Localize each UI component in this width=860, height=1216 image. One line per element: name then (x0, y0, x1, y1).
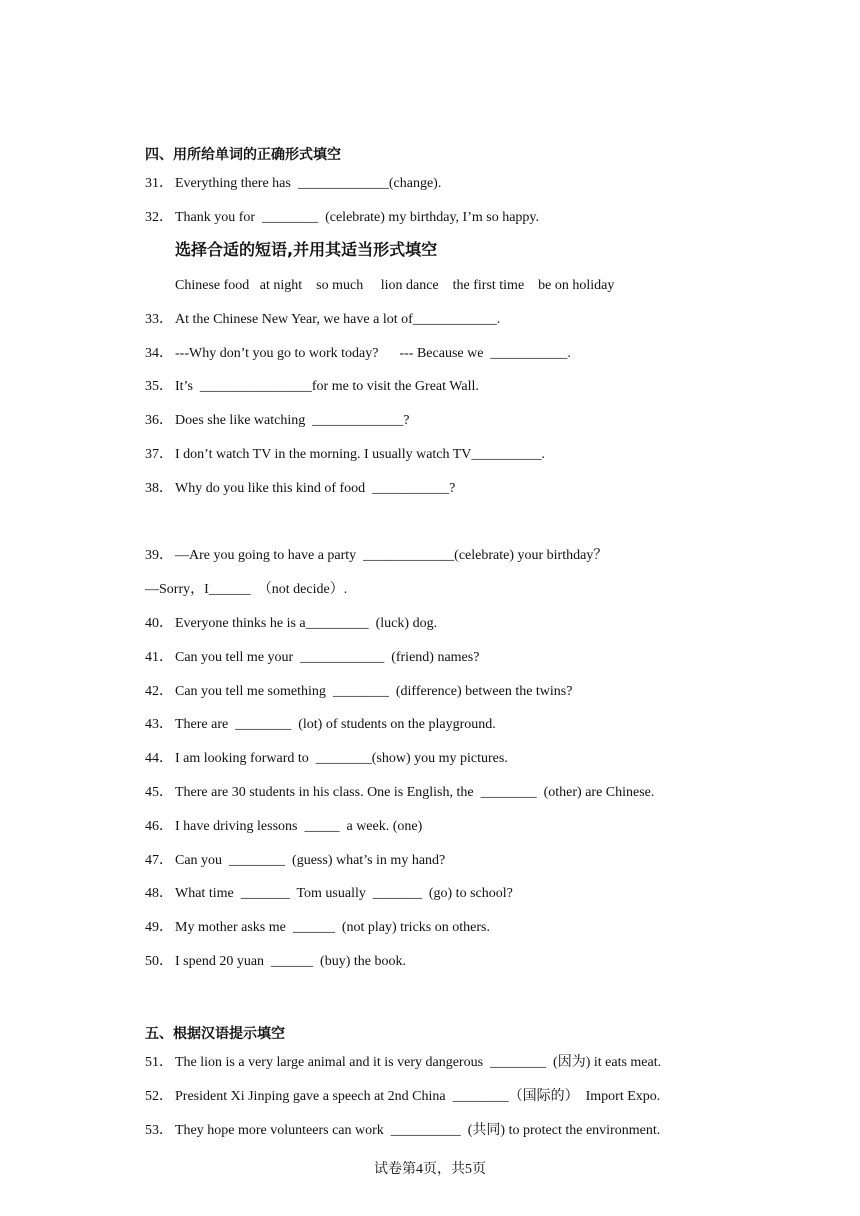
question-number: 31． (145, 176, 173, 191)
question-number: 43． (145, 717, 173, 732)
question-number: 49． (145, 920, 173, 935)
question-text: I am looking forward to ________(show) you my pictures. (175, 751, 508, 766)
question-text: It’s ________________for me to visit the Great Wall. (175, 379, 479, 394)
question-text: The lion is a very large animal and it is very dangerous ________ (因为) it eats meat. (175, 1055, 662, 1070)
question-number: 46． (145, 819, 173, 834)
section-5-title: 五、根据汉语提示填空 (145, 1026, 285, 1042)
page-footer: 试卷第4页，共5页 (374, 1162, 486, 1177)
question-number: 47． (145, 853, 173, 868)
question-text: Does she like watching _____________? (175, 413, 410, 428)
question-number: 44． (145, 751, 173, 766)
question-number: 38． (145, 481, 173, 496)
question-text: Can you tell me something ________ (difference) between the twins? (175, 684, 573, 699)
question-number: 41． (145, 650, 173, 665)
question-number: 34． (145, 346, 173, 361)
question-text: Thank you for ________ (celebrate) my birthday, I’m so happy. (175, 210, 540, 225)
question-text: ---Why don’t you go to work today? --- Because we ___________. (175, 346, 571, 361)
question-text: My mother asks me ______ (not play) tricks on others. (175, 920, 490, 935)
question-text: Everyone thinks he is a_________ (luck) dog. (175, 616, 438, 631)
question-number: 45． (145, 785, 173, 800)
question-number: 52． (145, 1089, 173, 1104)
question-text: Can you tell me your ____________ (friend) names? (175, 650, 480, 665)
question-text: I don’t watch TV in the morning. I usually watch TV__________. (175, 447, 545, 462)
question-text: Why do you like this kind of food ___________? (175, 481, 456, 496)
question-number: 37． (145, 447, 173, 462)
question-text: I spend 20 yuan ______ (buy) the book. (175, 954, 406, 969)
question-text: —Are you going to have a party _____________(celebrate) your birthday？ (175, 548, 608, 563)
question-text: There are 30 students in his class. One is English, the ________ (other) are Chinese. (175, 785, 655, 800)
question-number: 35． (145, 379, 173, 394)
question-number: 48． (145, 886, 173, 901)
question-number: 50． (145, 954, 173, 969)
question-text: They hope more volunteers can work __________ (共同) to protect the environment. (175, 1123, 661, 1138)
question-text: I have driving lessons _____ a week. (one) (175, 819, 423, 834)
section-4-title: 四、用所给单词的正确形式填空 (145, 147, 341, 163)
phrase-bank: Chinese food at night so much lion dance the first time be on holiday (175, 278, 615, 293)
question-text: Can you ________ (guess) what’s in my hand? (175, 853, 446, 868)
question-text: President Xi Jinping gave a speech at 2nd China ________（国际的） Import Expo. (175, 1089, 661, 1104)
question-text: There are ________ (lot) of students on the playground. (175, 717, 496, 732)
question-number: 51． (145, 1055, 173, 1070)
question-number: 36． (145, 413, 173, 428)
section-4-subtitle: 选择合适的短语,并用其适当形式填空 (175, 240, 438, 259)
question-text: At the Chinese New Year, we have a lot of____________. (175, 312, 501, 327)
question-number: 42． (145, 684, 173, 699)
question-number: 33． (145, 312, 173, 327)
question-number: 39． (145, 548, 173, 563)
question-number: 40． (145, 616, 173, 631)
question-number: 32． (145, 210, 173, 225)
question-number: 53． (145, 1123, 173, 1138)
question-text: What time _______ Tom usually _______ (go) to school? (175, 886, 513, 901)
question-text-reply: —Sorry，I______ （not decide）. (145, 582, 348, 597)
question-text: Everything there has _____________(change). (175, 176, 442, 191)
